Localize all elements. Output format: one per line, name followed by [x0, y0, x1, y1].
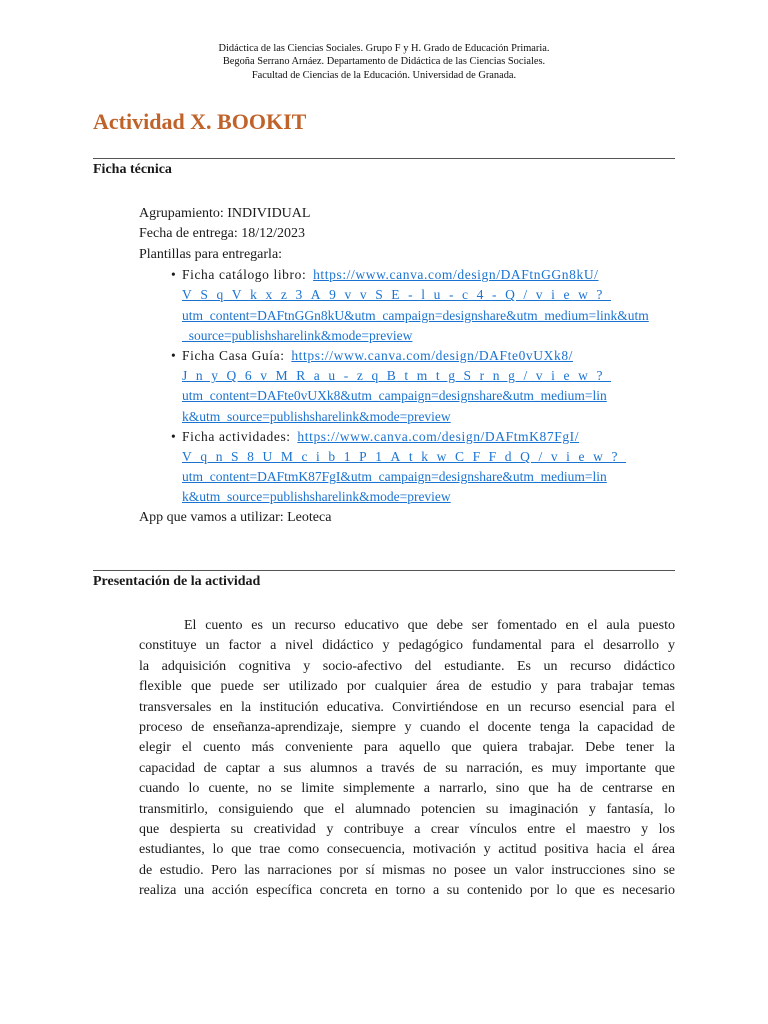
paragraph-line: constituye un factor a nivel didáctico y pedagógico fundamental para el desarrollo y	[139, 638, 675, 654]
bullet-icon: •	[171, 348, 176, 364]
agrupamiento-text: Agrupamiento: INDIVIDUAL	[139, 206, 311, 221]
list-item	[139, 265, 675, 346]
canva-link-catalogo[interactable]: https://www.canva.com/design/DAFtnGGn8kU/	[313, 267, 599, 283]
presentacion-paragraph	[139, 616, 675, 902]
page-title: Actividad X. BOOKIT	[93, 109, 307, 134]
bullet-icon: •	[171, 267, 176, 283]
canva-link-casa-guia-cont[interactable]: JnyQ6vMRau-zqBtmtgSrng/view?	[182, 368, 612, 384]
section-heading-ficha: Ficha técnica	[93, 162, 172, 177]
item-label: Ficha catálogo libro:	[182, 267, 307, 283]
ficha-tecnica	[139, 204, 675, 528]
canva-link-catalogo-cont[interactable]: utm_content=DAFtnGGn8kU&utm_campaign=designshare&utm_medium=link&utm	[182, 307, 649, 323]
paragraph-line: transmitirlo, consiguiendo que el alumnado potencien su imaginación y fantasía, lo	[139, 801, 675, 817]
plantillas-text: Plantillas para entregarla:	[139, 246, 283, 262]
paragraph-line: la adquisición cognitiva y socio-afectivo del estudiante. Es un recurso didáctico	[139, 658, 675, 674]
canva-link-casa-guia[interactable]: https://www.canva.com/design/DAFte0vUXk8/	[291, 348, 574, 364]
canva-link-actividades[interactable]: https://www.canva.com/design/DAFtmK87FgI/	[297, 428, 580, 444]
canva-link-catalogo-cont[interactable]: VSqVkxz3A9vvSE-lu-c4-Q/view?	[182, 287, 612, 303]
header-line-course: Didáctica de las Ciencias Sociales. Grupo F y H. Grado de Educación Primaria.	[218, 43, 550, 54]
canva-link-catalogo-cont[interactable]: _source=publishsharelink&mode=preview	[182, 327, 413, 343]
paragraph-line: de estudio. Pero las narraciones por sí mismas no posee un valor instrucciones sino se	[139, 862, 675, 878]
app-text: App que vamos a utilizar: Leoteca	[139, 509, 332, 525]
canva-link-casa-guia-cont[interactable]: utm_content=DAFte0vUXk8&utm_campaign=designshare&utm_medium=lin	[182, 388, 607, 404]
list-item	[139, 346, 675, 427]
canva-link-actividades-cont[interactable]: VqnS8UMcib1P1AtkwCFFdQ/view?	[182, 449, 627, 465]
section-divider	[93, 158, 675, 159]
section-divider	[93, 570, 675, 571]
paragraph-line: transversales en la institución educativa. Convirtiéndose en un recurso esencial para el	[139, 699, 675, 715]
plantillas-list	[139, 265, 675, 507]
list-item	[139, 427, 675, 508]
canva-link-actividades-cont[interactable]: k&utm_source=publishsharelink&mode=preview	[182, 489, 451, 505]
paragraph-line: cuando lo cuente, no se limite simplemente a narrarlo, sino que ha de centrarse en	[139, 781, 675, 797]
item-label: Ficha Casa Guía:	[182, 348, 285, 364]
section-heading-presentacion: Presentación de la actividad	[93, 574, 261, 589]
fecha-entrega-text: Fecha de entrega: 18/12/2023	[139, 226, 306, 242]
paragraph-line: flexible que puede ser utilizado por cualquier área de estudio y para trabajar temas	[139, 679, 675, 695]
canva-link-actividades-cont[interactable]: utm_content=DAFtmK87FgI&utm_campaign=designshare&utm_medium=lin	[182, 469, 607, 485]
paragraph-line: que despierta su creatividad y contribuye a crear vínculos entre el maestro y los	[139, 822, 675, 838]
paragraph-line: estudiantes, lo que trae como consecuencia, motivación y actitud positiva hacia el área	[139, 842, 675, 858]
document-header	[0, 42, 768, 82]
paragraph-line: elegir el cuento más conveniente para aquello que quiera trabajar. Debe tener la	[139, 740, 675, 756]
canva-link-casa-guia-cont[interactable]: k&utm_source=publishsharelink&mode=preview	[182, 408, 451, 424]
item-label: Ficha actividades:	[182, 428, 291, 444]
bullet-icon: •	[171, 428, 176, 444]
paragraph-line: capacidad de captar a sus alumnos a través de su narración, es muy importante que	[139, 760, 675, 776]
paragraph-line: El cuento es un recurso educativo que debe ser fomentado en el aula puesto	[184, 618, 675, 633]
header-line-author: Begoña Serrano Arnáez. Departamento de Didáctica de las Ciencias Sociales.	[222, 56, 546, 68]
paragraph-line: realiza una acción específica concreta en torno a su contenido por lo que es necesario	[139, 883, 675, 899]
header-line-faculty: Facultad de Ciencias de la Educación. Universidad de Granada.	[251, 69, 517, 81]
paragraph-line: proceso de enseñanza-aprendizaje, siempre y cuando el docente tenga la capacidad de	[139, 720, 675, 736]
